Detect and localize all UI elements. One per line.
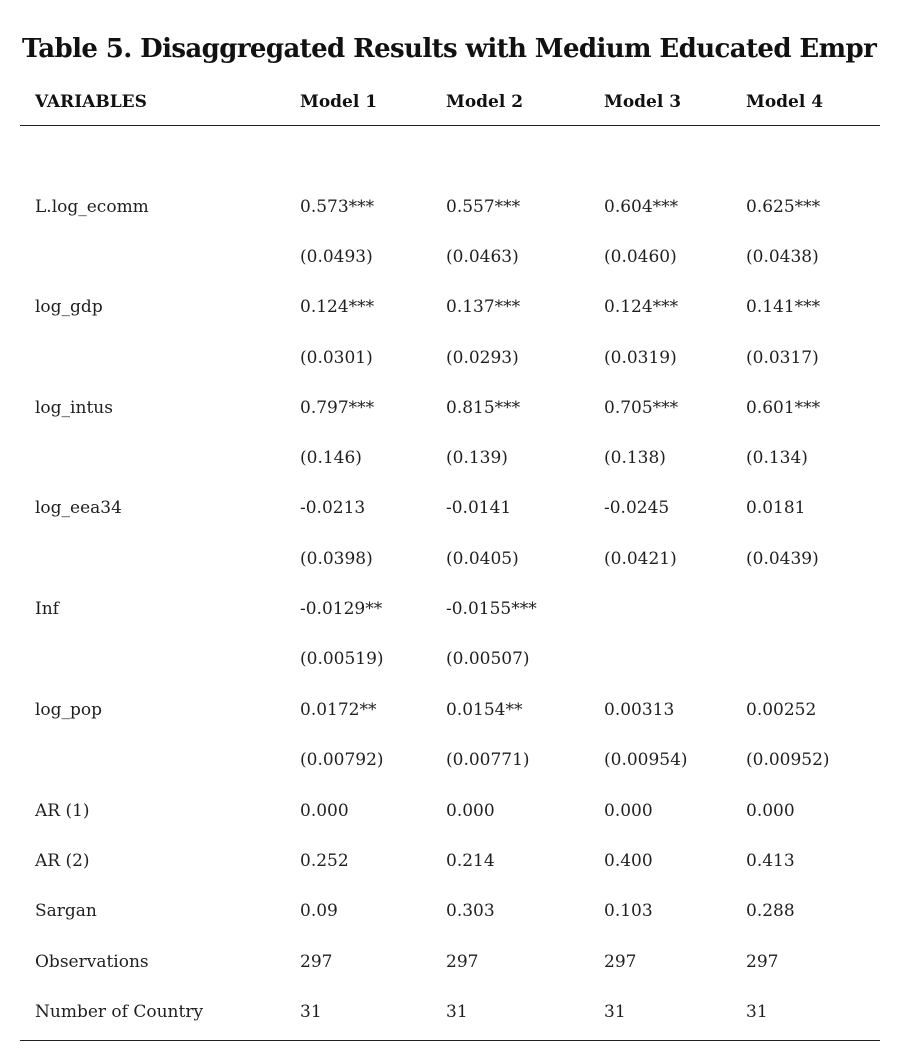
cell-model-2: (0.0293) xyxy=(446,348,519,368)
header-model-3: Model 3 xyxy=(604,92,682,112)
cell-model-2: (0.0463) xyxy=(446,247,519,267)
cell-model-3: 0.604*** xyxy=(604,197,679,217)
header-model-4: Model 4 xyxy=(746,92,824,112)
cell-model-3: 0.00313 xyxy=(604,700,675,720)
cell-model-2: 0.815*** xyxy=(446,398,521,418)
table-row xyxy=(22,297,882,323)
table-row xyxy=(22,700,882,726)
cell-model-1: 0.000 xyxy=(300,801,349,821)
row-label: log_gdp xyxy=(35,297,103,317)
cell-model-2: (0.00771) xyxy=(446,750,530,770)
cell-model-4: 0.288 xyxy=(746,901,795,921)
cell-model-3: 0.103 xyxy=(604,901,653,921)
cell-model-1: (0.00519) xyxy=(300,649,384,669)
cell-model-3: (0.138) xyxy=(604,448,666,468)
table-header-row xyxy=(22,92,882,122)
header-rule xyxy=(20,125,880,126)
cell-model-2: -0.0141 xyxy=(446,498,512,518)
cell-model-2: 0.303 xyxy=(446,901,495,921)
table-row xyxy=(22,952,882,978)
cell-model-3: (0.0319) xyxy=(604,348,677,368)
table-row xyxy=(22,197,882,223)
table-row xyxy=(22,851,882,877)
row-label: log_intus xyxy=(35,398,113,418)
cell-model-3: 0.124*** xyxy=(604,297,679,317)
cell-model-1: 31 xyxy=(300,1002,322,1022)
table-row xyxy=(22,498,882,524)
row-label: AR (1) xyxy=(35,801,90,821)
table-bottom-rule xyxy=(20,1040,880,1041)
cell-model-4: 0.413 xyxy=(746,851,795,871)
cell-model-4: 0.601*** xyxy=(746,398,821,418)
cell-model-4: (0.134) xyxy=(746,448,808,468)
cell-model-1: 0.252 xyxy=(300,851,349,871)
table-row xyxy=(22,549,882,575)
cell-model-2: 297 xyxy=(446,952,479,972)
cell-model-3: -0.0245 xyxy=(604,498,670,518)
table-title: Table 5. Disaggregated Results with Medium Educated Empr xyxy=(22,34,877,64)
cell-model-2: 0.0154** xyxy=(446,700,523,720)
cell-model-4: (0.0439) xyxy=(746,549,819,569)
row-label: Observations xyxy=(35,952,149,972)
cell-model-1: 0.797*** xyxy=(300,398,375,418)
table-row xyxy=(22,247,882,273)
row-label: AR (2) xyxy=(35,851,90,871)
cell-model-3: (0.00954) xyxy=(604,750,688,770)
cell-model-1: -0.0129** xyxy=(300,599,383,619)
cell-model-2: 0.137*** xyxy=(446,297,521,317)
row-label: L.log_ecomm xyxy=(35,197,149,217)
row-label: log_eea34 xyxy=(35,498,122,518)
header-variables: VARIABLES xyxy=(35,92,147,112)
cell-model-3: 0.705*** xyxy=(604,398,679,418)
cell-model-4: (0.00952) xyxy=(746,750,830,770)
cell-model-1: (0.146) xyxy=(300,448,362,468)
cell-model-2: (0.0405) xyxy=(446,549,519,569)
cell-model-2: (0.00507) xyxy=(446,649,530,669)
table-row xyxy=(22,1002,882,1028)
cell-model-1: 0.573*** xyxy=(300,197,375,217)
cell-model-1: 0.09 xyxy=(300,901,338,921)
cell-model-4: 0.141*** xyxy=(746,297,821,317)
cell-model-2: 31 xyxy=(446,1002,468,1022)
cell-model-4: 31 xyxy=(746,1002,768,1022)
cell-model-1: (0.0301) xyxy=(300,348,373,368)
cell-model-4: (0.0438) xyxy=(746,247,819,267)
table-row xyxy=(22,398,882,424)
cell-model-3: 0.400 xyxy=(604,851,653,871)
table-row xyxy=(22,348,882,374)
cell-model-2: 0.214 xyxy=(446,851,495,871)
cell-model-1: (0.0493) xyxy=(300,247,373,267)
cell-model-4: 0.625*** xyxy=(746,197,821,217)
table-row xyxy=(22,901,882,927)
cell-model-1: 297 xyxy=(300,952,333,972)
cell-model-4: 0.000 xyxy=(746,801,795,821)
cell-model-1: (0.0398) xyxy=(300,549,373,569)
header-model-2: Model 2 xyxy=(446,92,524,112)
row-label: log_pop xyxy=(35,700,103,720)
row-label: Sargan xyxy=(35,901,97,921)
cell-model-1: (0.00792) xyxy=(300,750,384,770)
cell-model-4: 297 xyxy=(746,952,779,972)
row-label: Number of Country xyxy=(35,1002,204,1022)
row-label: Inf xyxy=(35,599,59,619)
table-row xyxy=(22,599,882,625)
table-row xyxy=(22,801,882,827)
header-model-1: Model 1 xyxy=(300,92,378,112)
cell-model-3: (0.0460) xyxy=(604,247,677,267)
cell-model-1: 0.124*** xyxy=(300,297,375,317)
cell-model-4: 0.00252 xyxy=(746,700,817,720)
cell-model-3: 0.000 xyxy=(604,801,653,821)
table-row xyxy=(22,448,882,474)
cell-model-1: 0.0172** xyxy=(300,700,377,720)
cell-model-2: 0.000 xyxy=(446,801,495,821)
cell-model-2: -0.0155*** xyxy=(446,599,537,619)
cell-model-2: 0.557*** xyxy=(446,197,521,217)
cell-model-4: (0.0317) xyxy=(746,348,819,368)
cell-model-4: 0.0181 xyxy=(746,498,806,518)
table-row xyxy=(22,750,882,776)
cell-model-2: (0.139) xyxy=(446,448,508,468)
cell-model-3: (0.0421) xyxy=(604,549,677,569)
cell-model-3: 31 xyxy=(604,1002,626,1022)
table-row xyxy=(22,649,882,675)
cell-model-3: 297 xyxy=(604,952,637,972)
cell-model-1: -0.0213 xyxy=(300,498,366,518)
